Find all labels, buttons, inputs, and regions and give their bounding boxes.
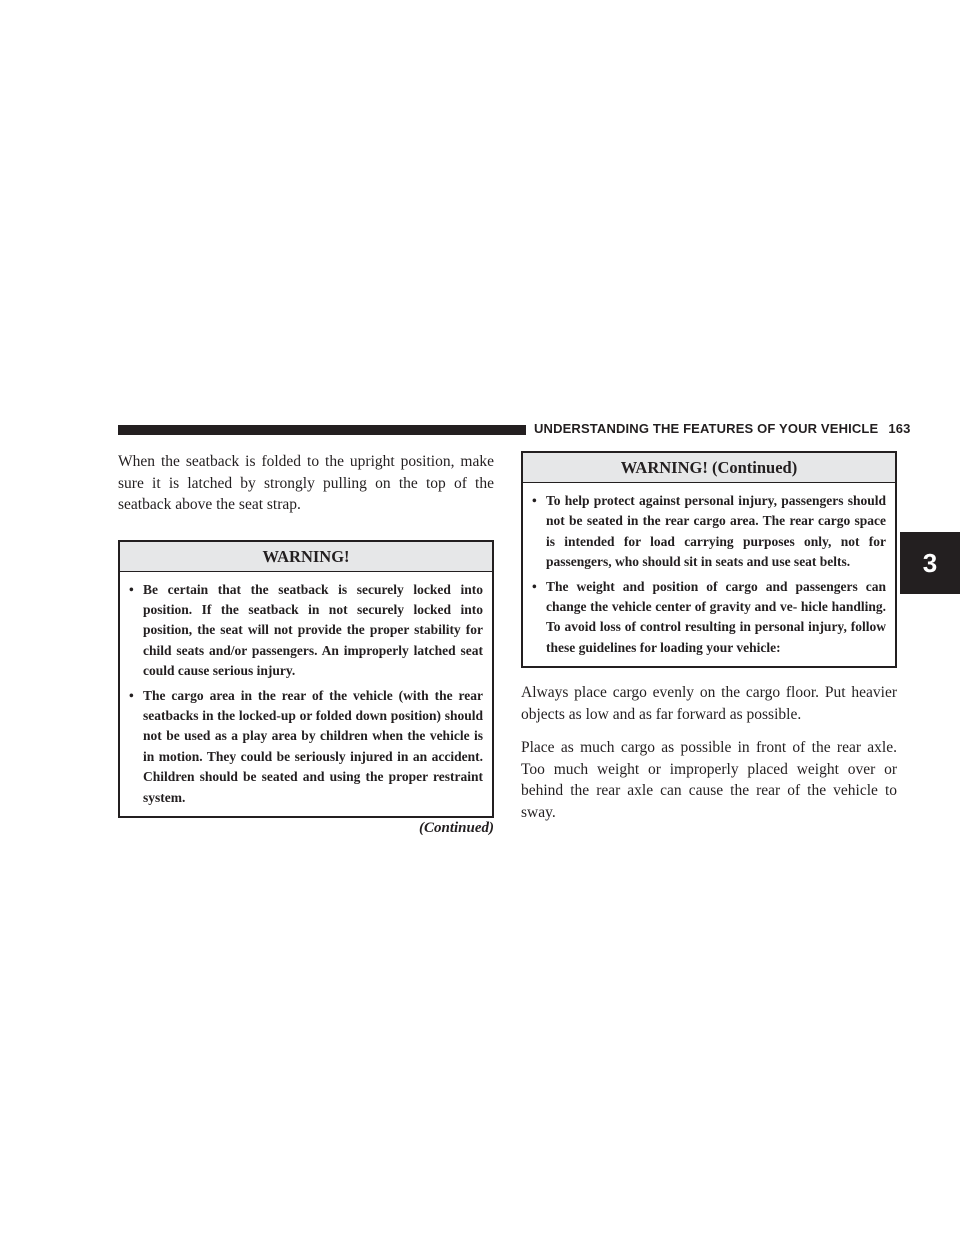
axle-paragraph: Place as much cargo as possible in front of the rear axle. Too much weight or improperly placed weight over or behind the rear axle can cause the rear of the vehicle to sway.	[521, 739, 897, 821]
warning-item: • Be certain that the seatback is securely locked into position. If the seatback in not securely locked into position, the seat will not provide the proper stability for child seats and/or passengers. An improperly latched seat could cause serious injury.	[129, 580, 483, 682]
bullet-icon: •	[129, 687, 134, 703]
warning-body	[120, 572, 492, 816]
left-column	[118, 451, 494, 837]
bullet-icon: •	[532, 493, 537, 508]
warning-item: • The cargo area in the rear of the vehicle (with the rear seatbacks in the locked-up or folded down position) should not be used as a play area by children when the vehicle is in motion. They could be seriously injured in an accident. Children should be seated and using the proper restraint system.	[129, 686, 483, 808]
warning-continued-title: WARNING! (Continued)	[523, 453, 895, 483]
right-column	[521, 451, 897, 823]
continued-label: (Continued)	[418, 819, 494, 836]
warning-continued-body	[523, 483, 895, 666]
warning-item: • The weight and position of cargo and passengers can change the vehicle center of gravity and ve- hicle handling. To avoid loss of control resulting in personal injury, follow these guidelines for loading your vehicle:	[532, 577, 886, 659]
warning-title: WARNING!	[120, 542, 492, 572]
warning-item: • To help protect against personal injury, passengers should not be seated in the rear cargo area. The rear cargo space is intended for load carrying purposes only, not for passengers, who should sit in seats and use seat belts.	[532, 491, 886, 573]
section-title: UNDERSTANDING THE FEATURES OF YOUR VEHICLE	[534, 421, 879, 436]
page-number: 163	[888, 421, 911, 436]
chapter-tab: 3	[900, 532, 960, 594]
bullet-icon: •	[129, 581, 134, 597]
warning-box	[118, 540, 494, 818]
warning-continued-box	[521, 451, 897, 668]
cargo-paragraph: Always place cargo evenly on the cargo floor. Put heavier objects as low and as far forward as possible.	[521, 684, 897, 723]
bullet-icon: •	[532, 578, 537, 594]
header-rule	[118, 425, 526, 435]
running-header	[534, 421, 910, 436]
intro-paragraph: When the seatback is folded to the upright position, make sure it is latched by strongly pulling on the top of the seatback above the seat strap.	[118, 453, 494, 513]
